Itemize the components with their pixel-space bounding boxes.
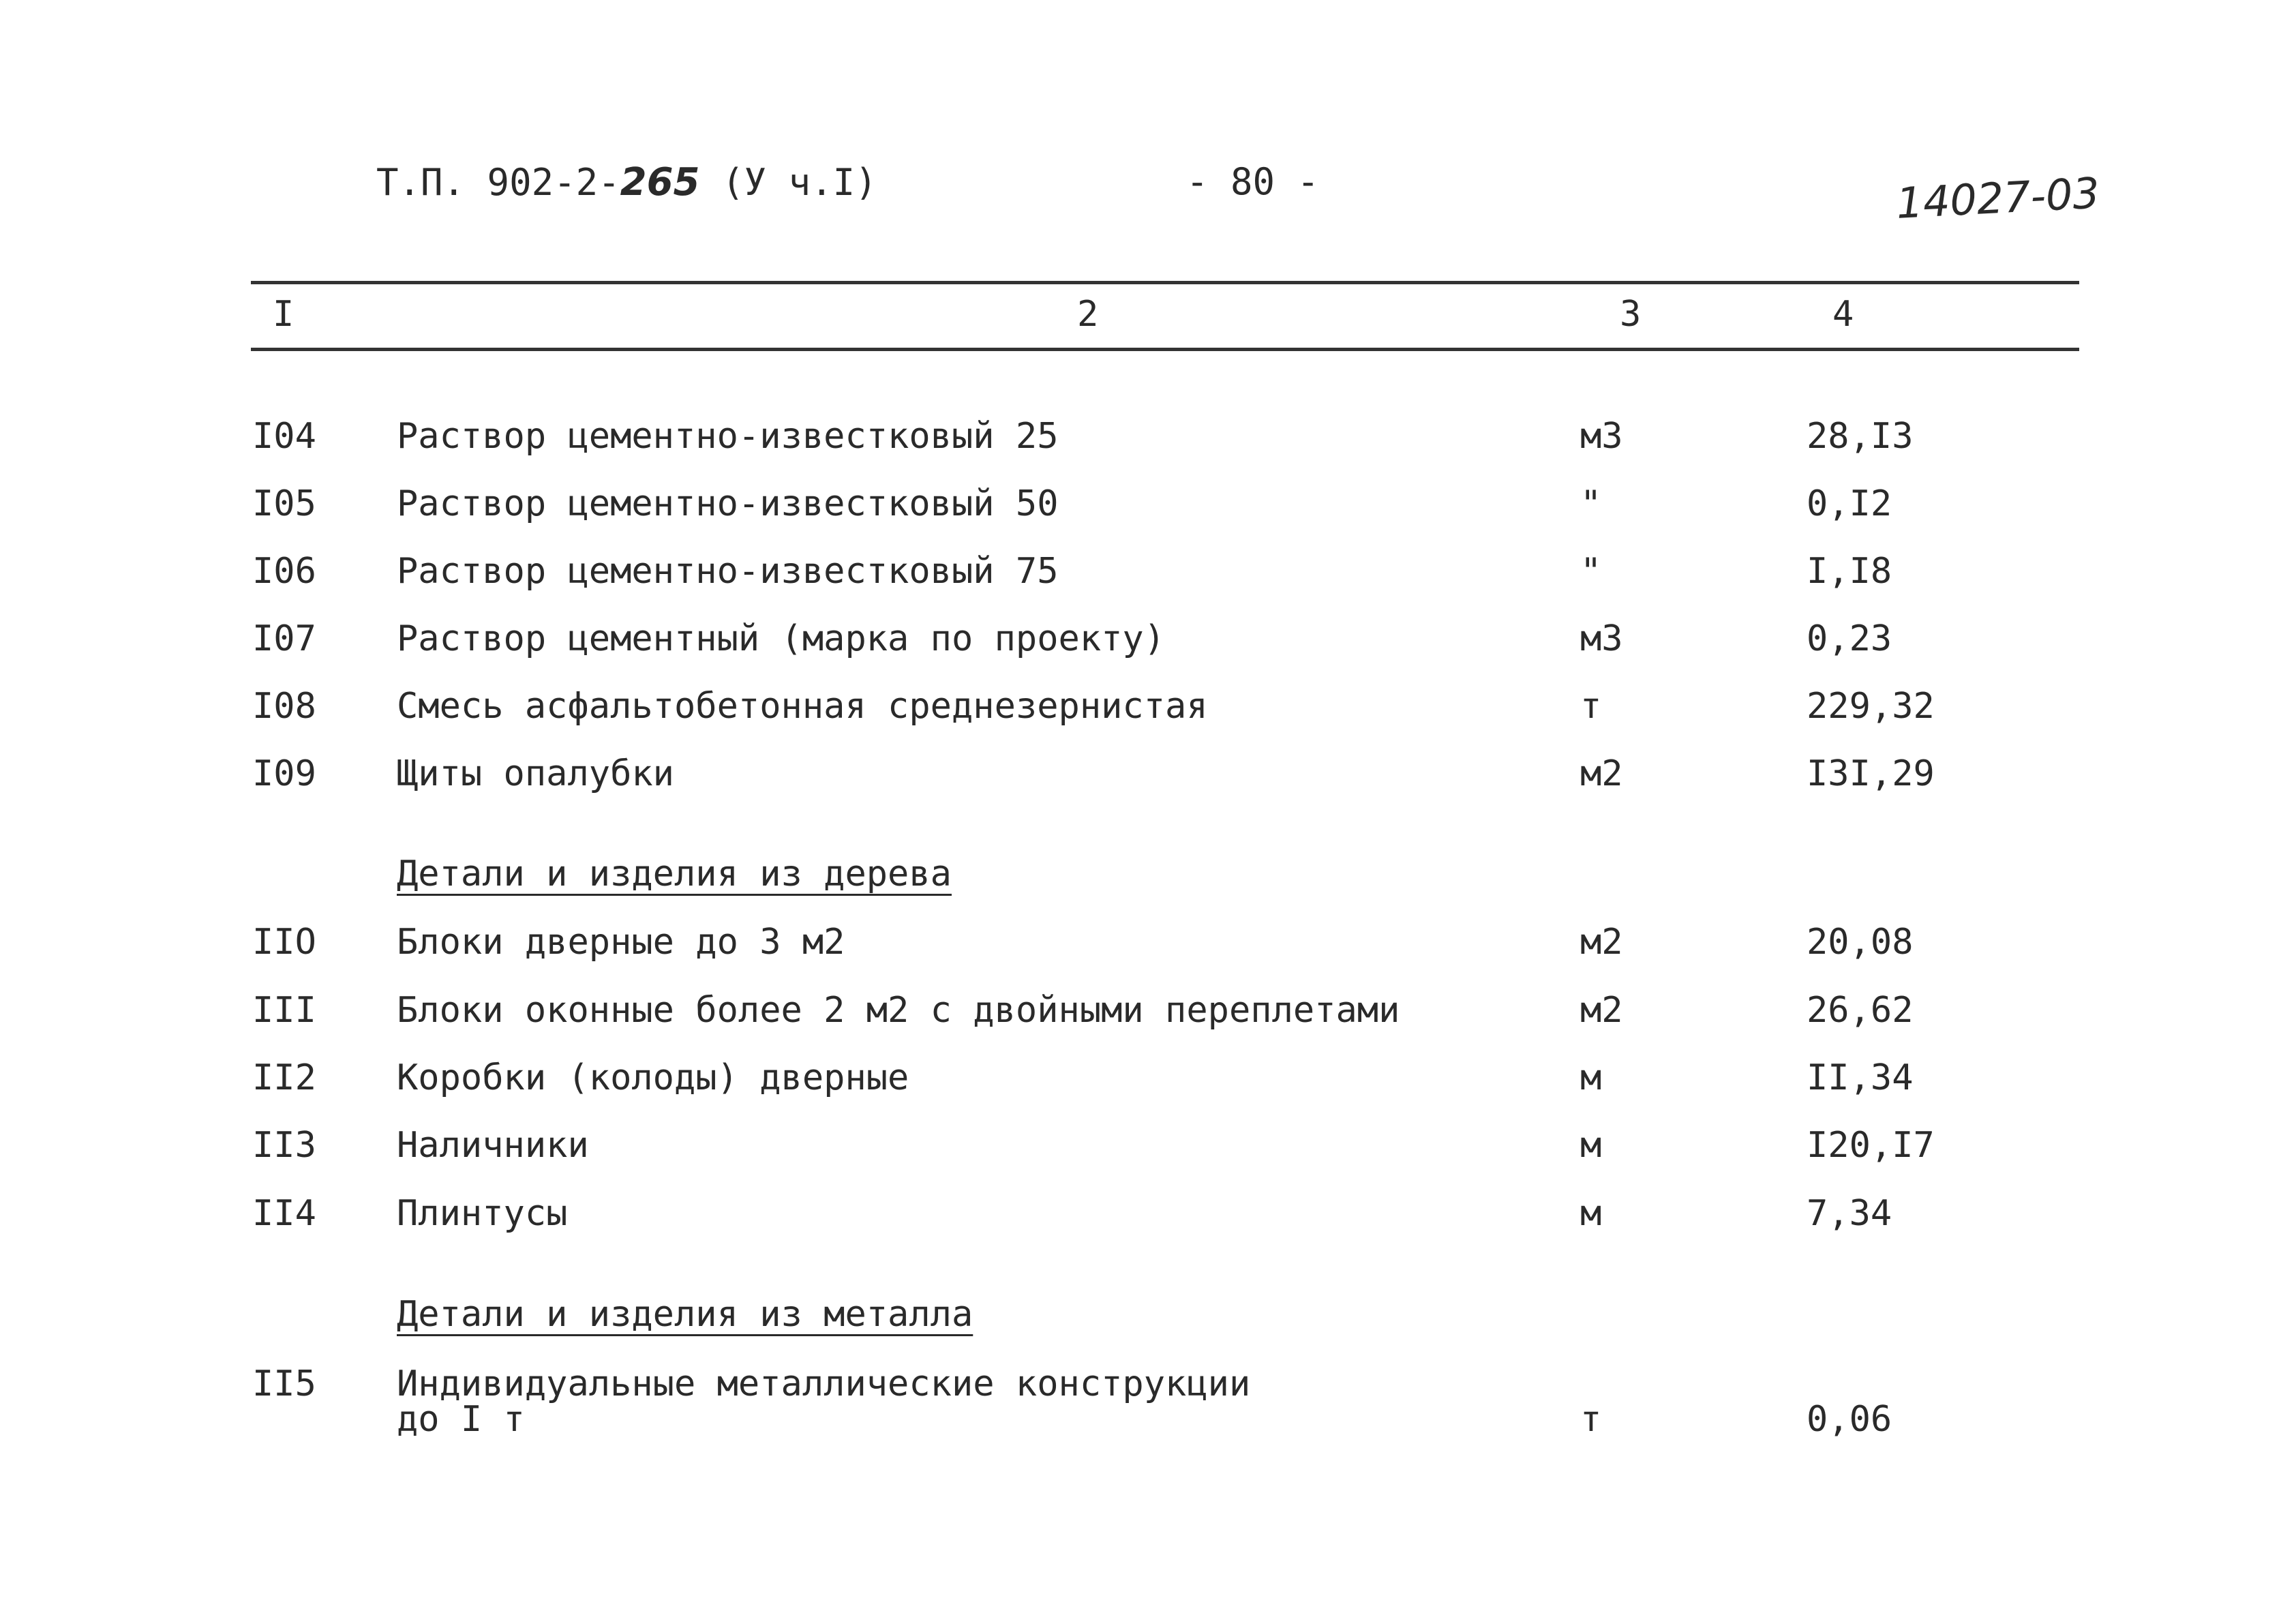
row-name: Щиты опалубки xyxy=(397,753,674,794)
table-row xyxy=(0,990,2296,1038)
row-number: II3 xyxy=(252,1125,316,1166)
table-row xyxy=(0,618,2296,666)
row-quantity: I3I,29 xyxy=(1807,753,1935,794)
row-number: I06 xyxy=(252,551,316,592)
table-row xyxy=(0,1193,2296,1241)
table-row xyxy=(0,686,2296,734)
designation-handwritten-number: 265 xyxy=(620,160,700,205)
row-name: Раствор цементный (марка по проекту) xyxy=(397,618,1166,659)
row-name: Коробки (колоды) дверные xyxy=(397,1057,909,1098)
table-row xyxy=(0,753,2296,801)
column-header-1: I xyxy=(273,294,294,335)
row-number: II2 xyxy=(252,1057,316,1098)
row-name: Раствор цементно-известковый 25 xyxy=(397,416,1059,457)
section-heading-wood: Детали и изделия из дерева xyxy=(397,854,952,894)
row-quantity: 229,32 xyxy=(1807,686,1935,727)
row-unit: т xyxy=(1580,686,1602,727)
row-name: Плинтусы xyxy=(397,1193,568,1234)
table-row xyxy=(0,416,2296,464)
row-name-line-1: Индивидуальные металлические конструкции xyxy=(397,1363,1251,1404)
table-header-rule xyxy=(251,348,2079,351)
row-quantity: 20,08 xyxy=(1807,922,1914,963)
row-unit: м xyxy=(1580,1125,1602,1166)
column-header-2: 2 xyxy=(1077,294,1099,335)
table-row xyxy=(0,1057,2296,1105)
row-quantity: 7,34 xyxy=(1807,1193,1892,1234)
table-top-rule xyxy=(251,281,2079,284)
row-unit: м xyxy=(1580,1057,1602,1098)
row-number: IIO xyxy=(252,922,316,963)
row-unit: т xyxy=(1580,1399,1602,1440)
table-row xyxy=(0,922,2296,969)
row-quantity: 0,23 xyxy=(1807,618,1892,659)
row-quantity: 0,I2 xyxy=(1807,483,1892,524)
page-number: - 80 - xyxy=(1186,160,1320,203)
table-row xyxy=(0,551,2296,599)
document-number: 14027-03 xyxy=(1894,168,2101,228)
row-number: I07 xyxy=(252,618,316,659)
row-number: III xyxy=(252,990,316,1031)
table-row xyxy=(0,483,2296,531)
table-row xyxy=(0,1125,2296,1173)
column-header-4: 4 xyxy=(1832,294,1854,335)
row-number: I08 xyxy=(252,686,316,727)
section-heading-metal: Детали и изделия из металла xyxy=(397,1294,973,1335)
designation-prefix: Т.П. 902-2- xyxy=(376,161,620,204)
row-number: I04 xyxy=(252,416,316,457)
row-unit: м2 xyxy=(1580,922,1623,963)
row-name-line-2: до I т xyxy=(397,1399,525,1440)
column-header-3: 3 xyxy=(1620,294,1642,335)
row-unit: " xyxy=(1580,551,1602,592)
row-name: Блоки оконные более 2 м2 с двойными переплетами xyxy=(397,990,1400,1031)
designation xyxy=(376,160,877,205)
row-unit: м xyxy=(1580,1193,1602,1234)
row-name: Наличники xyxy=(397,1125,589,1166)
designation-suffix: (У ч.I) xyxy=(722,161,877,204)
row-number: II4 xyxy=(252,1193,316,1234)
row-number: I05 xyxy=(252,483,316,524)
row-unit: м2 xyxy=(1580,753,1623,794)
row-quantity: II,34 xyxy=(1807,1057,1914,1098)
row-quantity: 0,06 xyxy=(1807,1399,1892,1440)
row-unit: " xyxy=(1580,483,1602,524)
row-name: Раствор цементно-известковый 50 xyxy=(397,483,1059,524)
row-name: Раствор цементно-известковый 75 xyxy=(397,551,1059,592)
row-name: Смесь асфальтобетонная среднезернистая xyxy=(397,686,1208,727)
row-unit: м2 xyxy=(1580,990,1623,1031)
row-unit: м3 xyxy=(1580,618,1623,659)
row-unit: м3 xyxy=(1580,416,1623,457)
table-row xyxy=(0,1363,2296,1452)
row-quantity: I20,I7 xyxy=(1807,1125,1935,1166)
row-number: I09 xyxy=(252,753,316,794)
row-quantity: 26,62 xyxy=(1807,990,1914,1031)
row-quantity: 28,I3 xyxy=(1807,416,1914,457)
row-quantity: I,I8 xyxy=(1807,551,1892,592)
row-number: II5 xyxy=(252,1363,316,1404)
row-name: Блоки дверные до 3 м2 xyxy=(397,922,845,963)
